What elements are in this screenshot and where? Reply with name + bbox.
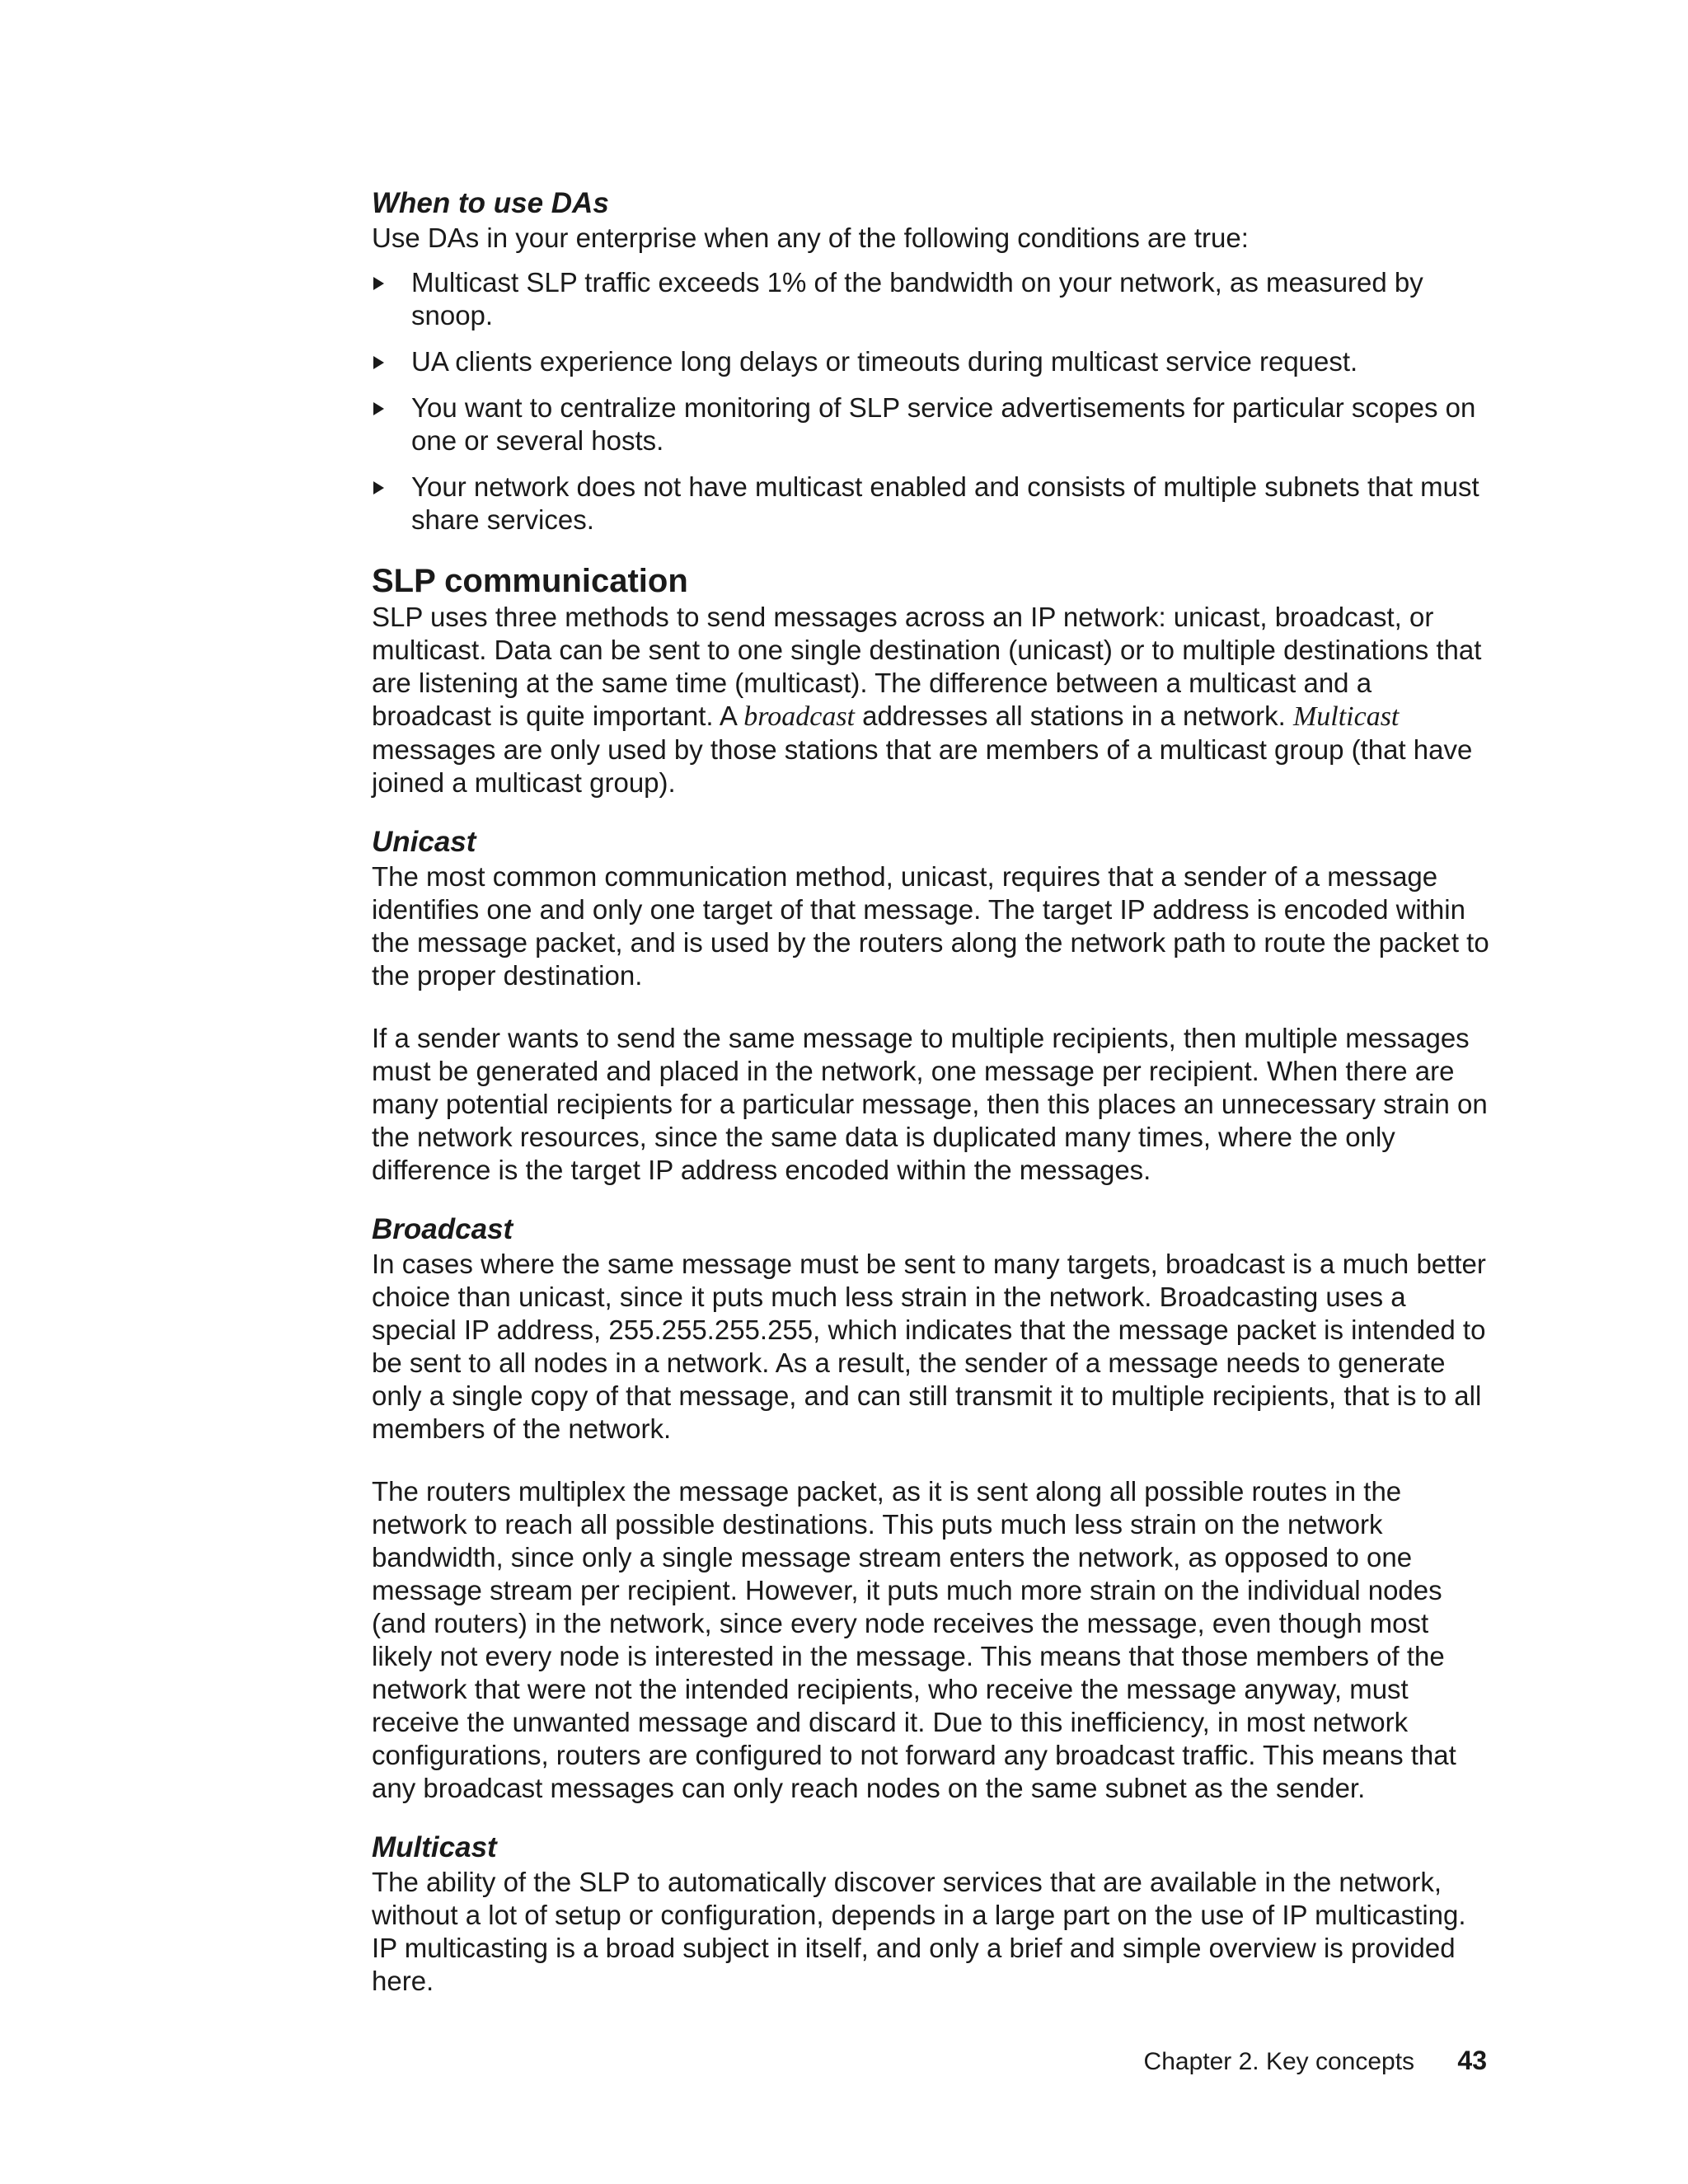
triangle-bullet-icon xyxy=(373,277,384,290)
list-item xyxy=(372,471,1493,537)
triangle-bullet-icon xyxy=(373,356,384,369)
term-broadcast: broadcast xyxy=(743,701,856,732)
unicast-paragraph-1: The most common communication method, unicast, requires that a sender of a message identifies one and only one target of that message. The target IP address is encoded within the message packet, and is used by the routers along the network path to route the packet to the proper destination. xyxy=(372,861,1489,991)
list-item xyxy=(372,345,1493,378)
section-heading-when-to-use-das: When to use DAs xyxy=(372,187,609,219)
page-number: 43 xyxy=(1457,2046,1487,2075)
broadcast-paragraph-2: The routers multiplex the message packet, as it is sent along all possible routes in the network to reach all possible destinations. This puts much less strain on the network bandwidth, since only a single message stream enters the network, as opposed to one message stream per recipient. However, it puts much more strain on the individual nodes (and routers) in the network, since every node receives the message, even though most likely not every node is interested in the message. This means that those members of the network that were not the intended recipients, who receive the message anyway, must receive the unwanted message and discard it. Due to this inefficiency, in most network configurations, routers are configured to not forward any broadcast traffic. This means that any broadcast messages can only reach nodes on the same subnet as the sender. xyxy=(372,1476,1456,1803)
section-heading-broadcast: Broadcast xyxy=(372,1213,513,1245)
page-content xyxy=(372,185,1493,1998)
multicast-paragraph-1: The ability of the SLP to automatically discover services that are available in the network, without a lot of setup or configuration, depends in a large part on the use of IP multicasting. IP multicasting is a broad subject in itself, and only a brief and simple overview is provided here. xyxy=(372,1867,1466,1996)
paragraph-text: addresses all stations in a network. xyxy=(855,701,1293,731)
slp-communication-paragraph xyxy=(372,601,1493,799)
list-item xyxy=(372,266,1493,332)
list-item-text: You want to centralize monitoring of SLP service advertisements for particular scopes on one or several hosts. xyxy=(411,392,1476,456)
list-item xyxy=(372,391,1493,457)
list-item-text: Your network does not have multicast enabled and consists of multiple subnets that must share services. xyxy=(411,471,1479,535)
list-item-text: UA clients experience long delays or timeouts during multicast service request. xyxy=(411,346,1358,377)
list-item-text: Multicast SLP traffic exceeds 1% of the bandwidth on your network, as measured by snoop. xyxy=(411,267,1423,330)
when-to-use-intro: Use DAs in your enterprise when any of the following conditions are true: xyxy=(372,223,1249,253)
section-heading-slp-communication: SLP communication xyxy=(372,563,688,599)
term-multicast: Multicast xyxy=(1292,701,1400,732)
unicast-paragraph-2: If a sender wants to send the same message to multiple recipients, then multiple messages must be generated and placed in the network, one message per recipient. When there are many potential recipients for a particular message, then this places an unnecessary strain on the network resources, since the same data is duplicated many times, where the only difference is the target IP address encoded within the messages. xyxy=(372,1023,1488,1185)
paragraph-text: messages are only used by those stations that are members of a multicast group (that have joined a multicast group). xyxy=(372,734,1473,798)
section-heading-multicast: Multicast xyxy=(372,1831,497,1863)
section-heading-unicast: Unicast xyxy=(372,826,476,858)
triangle-bullet-icon xyxy=(373,481,384,494)
page-footer xyxy=(1144,2044,1487,2079)
triangle-bullet-icon xyxy=(373,402,384,415)
conditions-list xyxy=(372,266,1493,537)
footer-chapter-title: Chapter 2. Key concepts xyxy=(1143,2048,1415,2075)
paragraph-text: SLP uses three methods to send messages across an IP network: unicast, broadcast, or multicast. Data can be sent to one single destination (unicast) or to multiple destinations that are listening at the same time (multicast). The difference between a multicast and a broadcast is quite important. A xyxy=(372,602,1482,731)
broadcast-paragraph-1: In cases where the same message must be sent to many targets, broadcast is a much better choice than unicast, since it puts much less strain in the network. Broadcasting uses a special IP address, 255.255.255.255, which indicates that the message packet is intended to be sent to all nodes in a network. As a result, the sender of a message needs to generate only a single copy of that message, and can still transmit it to multiple recipients, that is to all members of the network. xyxy=(372,1249,1486,1444)
